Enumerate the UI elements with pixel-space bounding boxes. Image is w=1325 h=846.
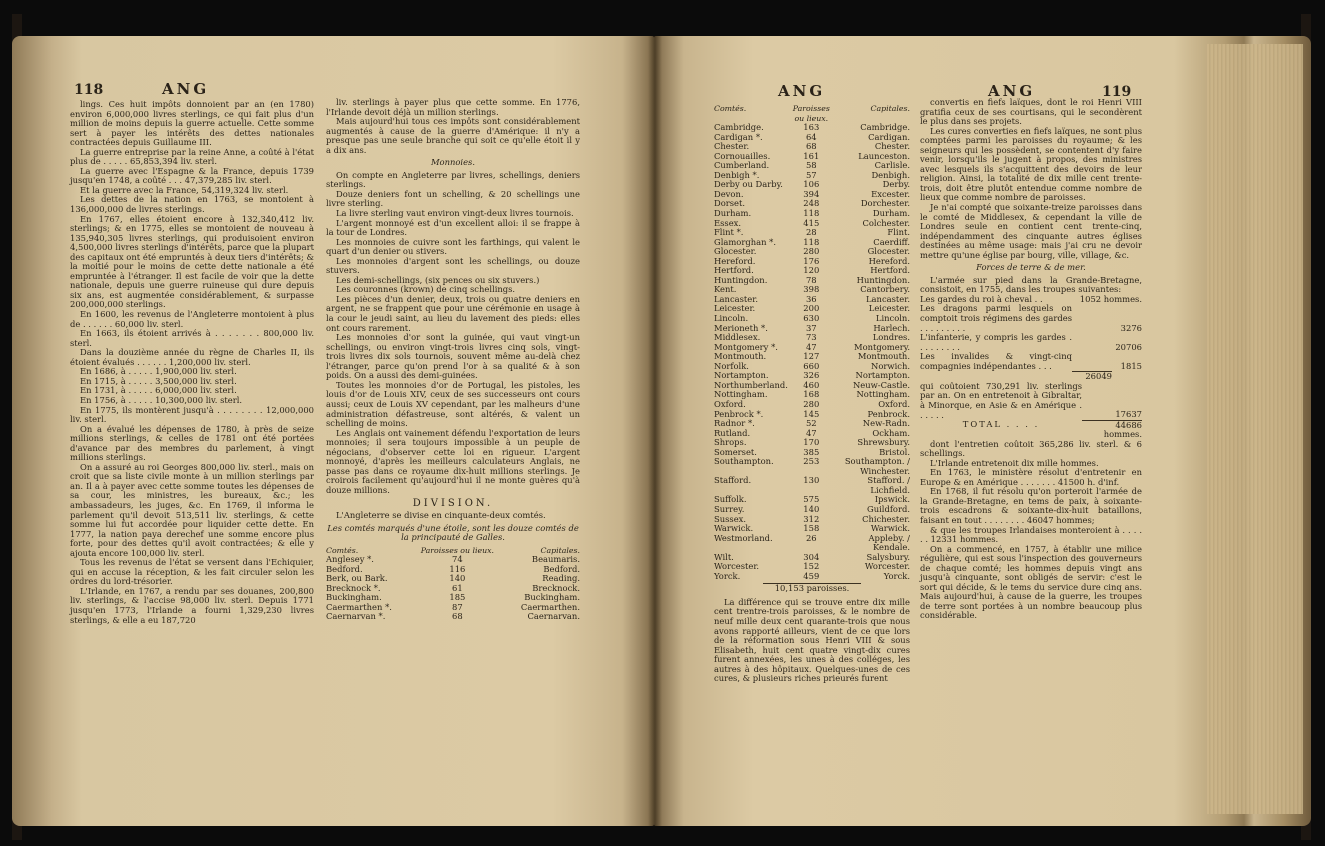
table-cell: Warwick. <box>714 523 754 534</box>
table-cell: Montgomery. <box>854 341 910 352</box>
table-cell: Wilt. <box>714 551 734 562</box>
table-cell: Glocester. <box>867 246 910 257</box>
table-cell: Penbrock *. <box>714 408 764 419</box>
table-cell: 176 <box>803 255 820 266</box>
table-cell: 575 <box>803 494 820 505</box>
paragraph: Les monnoies d'or sont la guinée, qui vaut vingt-un schellings, ou environ vingt-trois livres cinq sols, vingt-trois livres dix sols tournois, souvent même au-delà chez l'étranger, parce qu'on prend l'or à sa qualité & à son poids. On a aussi des demi-guinées. <box>326 332 580 381</box>
table-cell: Buckingham. <box>326 592 382 603</box>
running-head-left: ANG <box>162 80 210 98</box>
table-cell: Montmouth. <box>857 351 910 362</box>
table-cell: 47 <box>805 341 817 352</box>
paragraph: & que les troupes Irlandaises monteroient à . . . . . . 12331 hommes. <box>920 524 1142 545</box>
table-cell: Neuw-Castle. <box>852 379 910 390</box>
table-cell: Surrey. <box>714 503 745 514</box>
table-cell: 37 <box>805 322 817 333</box>
table-cell: 280 <box>803 398 820 409</box>
table-cell: 304 <box>803 551 820 562</box>
table-cell: 64 <box>805 131 817 142</box>
table-cell: Colchester. <box>862 217 910 228</box>
paragraph: On a assuré au roi Georges 800,000 liv. sterl., mais on croit que sa liste civile monte à un million sterlings par an. Il a à payer avec cette somme toutes les dépenses de sa cour, les ministres, les bureaux, &c.; les ambassadeurs, les juges, &c. En 1769, il informa le parlement qu'il devoit 513,511 liv. sterlings, & cette somme lui fut accordée pour liquider cette dette. En 1777, la nation paya derechef une somme encore plus forte, pour des dettes qu'il avoit contractées; & elle y ajouta encore 100,000 liv. sterl. <box>70 461 314 558</box>
table-cell: Bristol. <box>879 446 910 457</box>
forces-row <box>920 333 1142 352</box>
paragraph: L'Irlande, en 1767, a rendu par ses douanes, 200,800 liv. sterlings, & l'accise 98,000 liv. sterl. Depuis 1771 jusqu'en 1773, l'Irlande a fourni 1,329,230 livres sterlings, & elle a eu 187,720 <box>70 585 314 625</box>
table-cell: 28 <box>805 227 817 238</box>
table-cell: Hertford. <box>714 265 754 276</box>
paragraph: L'Irlande entretenoit dix mille hommes. <box>930 457 1099 468</box>
table-cell: Essex. <box>714 217 742 228</box>
paragraph: Les pièces d'un denier, deux, trois ou quatre deniers en argent, ne se frappent que pour une cérémonie en usage à la cour le jeudi saint, au lieu du lavement des pieds: elles ont cours rarement. <box>326 293 580 333</box>
running-head-right-2: ANG <box>988 82 1036 100</box>
table-cell: 170 <box>803 437 820 448</box>
table-cell: Oxford. <box>714 398 746 409</box>
table-cell: Anglesey *. <box>326 554 374 565</box>
table-cell: 394 <box>803 188 820 199</box>
total-value: 44686 hommes. <box>1082 420 1142 440</box>
division-heading: DIVISION. <box>412 498 494 510</box>
forces-value: 1815 <box>1120 360 1142 371</box>
table-cell: Leicester. <box>868 303 910 314</box>
table-cell: Caermarthen *. <box>326 601 392 612</box>
left-column-1 <box>70 100 314 820</box>
paragraph: Les cures converties en fiefs laïques, ne sont plus comptées parmi les paroisses du royaume; & les seigneurs qui les possèdent, se contentent d'y faire venir, lorsqu'ils le jugent à propos, des ministres avec lesquels ils s'acquittent des devoirs de leur religion. Ainsi, la totalité de dix mille cent trente-trois, doit être plutôt entendue comme nombre de lieux que comme nombre de paroisses. <box>920 125 1142 203</box>
left-page <box>12 36 654 826</box>
table-cell: 68 <box>805 141 817 152</box>
table-cell: Suffolk. <box>714 494 747 505</box>
table-cell: 87 <box>452 601 463 612</box>
table-cell: Harlech. <box>873 322 910 333</box>
paragraph: Les demi-schellings, (six pences ou six stuvers.) <box>336 274 540 285</box>
table-cell: Caerdiff. <box>873 236 910 247</box>
paragraph: dont l'entretien coûtoit 365,286 liv. sterl. & 6 schellings. <box>920 438 1142 459</box>
table-cell: 78 <box>805 274 817 285</box>
table-cell: 73 <box>805 332 817 343</box>
table-cell: Merioneth *. <box>714 322 768 333</box>
table-cell: Norwich. <box>871 360 910 371</box>
table-cell: 118 <box>803 208 820 219</box>
forces-after: qui coûtoient 730,291 liv. sterlings par an. On en entretenoit à Gibraltar, à Minorque, en Asie & en Amérique . . . . . . <box>920 380 1082 420</box>
table-cell: 61 <box>452 582 463 593</box>
table-cell: Caernarvan *. <box>326 611 386 622</box>
table-cell: 130 <box>803 475 820 486</box>
table-cell: 168 <box>803 389 820 400</box>
table-cell: Somerset. <box>714 446 757 457</box>
table-cell: Radnor *. <box>714 418 755 429</box>
forces-label: Les invalides & vingt-cinq compagnies indépendantes . . . <box>920 351 1072 371</box>
paragraph: En 1600, les revenus de l'Angleterre montoient à plus de . . . . . . 60,000 liv. sterl. <box>70 309 314 329</box>
table-cell: Salysbury. <box>866 551 910 562</box>
paragraph: La livre sterling vaut environ vingt-deux livres tournois. <box>336 208 574 219</box>
paragraph: On compte en Angleterre par livres, schellings, deniers sterlings. <box>326 169 580 190</box>
table-cell: Shrops. <box>714 437 747 448</box>
table-cell: Denbigh. <box>871 169 910 180</box>
table-cell: Cantorbery. <box>860 284 910 295</box>
table-row <box>326 612 580 622</box>
table-cell: Durham. <box>872 208 910 219</box>
paragraph: convertis en fiefs laïques, dont le roi Henri VIII gratifia ceux de ses courtisans, qui le secondèrent le plus dans ses projets. <box>920 97 1142 127</box>
table-cell: Bedford. <box>543 563 580 574</box>
table-cell: Nottingham. <box>714 389 768 400</box>
table-cell: 326 <box>803 370 820 381</box>
forces-label: Les gardes du roi à cheval . . <box>920 293 1043 304</box>
table-cell: Worcester. <box>714 561 760 572</box>
paragraph: En 1731, à . . . . . 6,000,000 liv. sterl. <box>80 385 237 396</box>
table-cell: 145 <box>803 408 820 419</box>
table-cell: Hereford. <box>714 255 756 266</box>
table-cell: Buckingham. <box>524 592 580 603</box>
paragraph: Douze deniers font un schelling, & 20 schellings une livre sterling. <box>326 188 580 209</box>
table-cell: Glamorghan *. <box>714 236 777 247</box>
table-cell: 398 <box>803 284 820 295</box>
table-cell: Stafford. <box>714 475 752 486</box>
table-cell: 460 <box>803 379 820 390</box>
right-column-1 <box>714 104 910 820</box>
paragraph: Les monnoies de cuivre sont les farthings, qui valent le quart d'un denier ou stivers. <box>326 236 580 257</box>
paragraph: Tous les revenus de l'état se versent dans l'Echiquier, qui en accuse la réception, & les fait circuler selon les ordres du lord-trésorier. <box>70 557 314 587</box>
table-cell: 106 <box>803 179 820 190</box>
paragraph: En 1763, le ministère résolut d'entretenir en Europe & en Amérique . . . . . . . 41500 h. d'inf. <box>920 467 1142 487</box>
paragraph: La guerre avec l'Espagne & la France, depuis 1739 jusqu'en 1748, a coûté . . . 47,379,285 liv. sterl. <box>70 165 314 186</box>
division-note: Les comtés marqués d'une étoile, sont les douze comtés de la principauté de Galles. <box>327 522 579 543</box>
paragraph: Les couronnes (krown) de cinq schellings. <box>336 284 516 295</box>
table-cell: Hertford. <box>870 265 910 276</box>
table-cell: Devon. <box>714 188 744 199</box>
left-column-2 <box>326 98 580 820</box>
table-cell: Penbrock. <box>867 408 910 419</box>
table-cell: Lincoln. <box>714 313 749 324</box>
table-cell: Middlesex. <box>714 332 761 343</box>
paragraph: lings. Ces huit impôts donnoient par an (en 1780) environ 6,000,000 livres sterlings, ce qui fait plus d'un million de moins depuis la guerre actuelle. Cette somme sert à payer les intérêts des dettes nationales contractées depuis Guillaume III. <box>70 99 314 148</box>
table-cell: Hereford. <box>868 255 910 266</box>
paragraph: En 1767, elles étoient encore à 132,340,412 liv. sterlings; & en 1775, elles se montoient de nouveau à 135,940,305 livres sterlings, qui produisoient environ 4,500,000 livres sterlings d'intérêts, parce que la plupart des capitaux ont été empruntés à deux tiers d'intérêts; & la moitié pour le moins de cette dette nationale a été empruntée à l'étranger. Il est facile de voir que la dette nationale, depuis une guerre ruineuse qui dure depuis six ans, est augmentée considérablement, & surpasse 200,000,000 sterlings. <box>70 213 314 310</box>
table-cell: 68 <box>452 611 463 622</box>
table-cell: 74 <box>452 554 463 565</box>
forces-value: 3276 <box>1120 322 1142 333</box>
paragraph: Et la guerre avec la France, 54,319,324 liv. sterl. <box>80 184 289 195</box>
paragraph: Je n'ai compté que soixante-treize paroisses dans le comté de Middlesex, & cependant la ville de Londres seule en contient cent trente-cinq, indépendamment des cinquante autres églises destinées au même usage: mais j'ai cru ne devoir mettre qu'une église par bourg, ville, village, &c. <box>920 202 1142 260</box>
table-cell: Denbigh *. <box>714 169 760 180</box>
table-cell: Cardigan *. <box>714 131 763 142</box>
paragraph: Mais aujourd'hui tous ces impôts sont considérablement augmentés à cause de la guerre d'Amérique: il n'y a presque pas une seule branche qui soit ce qu'elle étoit il y a dix ans. <box>326 116 580 155</box>
column-header: Paroisses ou lieux. <box>792 104 830 123</box>
table-cell: Caermarthen. <box>520 601 580 612</box>
table-cell: 140 <box>449 573 466 584</box>
table-cell: Southampton. / Winchester. <box>844 456 910 476</box>
forces-label: L'infanterie, y compris les gardes . . . . . . . . . <box>920 332 1072 352</box>
table-cell: Ockham. <box>872 427 910 438</box>
table-cell: 152 <box>803 561 820 572</box>
forces-intro: L'armée sur pied dans la Grande-Bretagne, consistoit, en 1755, dans les troupes suivantes: <box>920 274 1142 295</box>
table-cell: Brecknock *. <box>326 582 381 593</box>
forces-value: 1052 hommes. <box>1079 293 1142 304</box>
table-cell: 163 <box>803 122 820 133</box>
table-cell: Londres. <box>872 332 910 343</box>
table-cell: New-Radn. <box>862 418 910 429</box>
paragraph: En 1756, à . . . . . 10,300,000 liv. sterl. <box>80 394 243 405</box>
table-cell: Rutland. <box>714 427 751 438</box>
table-cell: Chester. <box>714 141 750 152</box>
forces-row <box>920 304 1142 333</box>
monnoies-heading: Monnoies. <box>430 157 476 168</box>
paragraph: On a évalué les dépenses de 1780, à près de seize millions sterlings, & celles de 1781 ont été portées d'avance par des membres du parlement, à vingt millions sterlings. <box>70 423 314 463</box>
paragraph: Toutes les monnoies d'or de Portugal, les pistoles, les louis d'or de Louis XIV, ceux de ses successeurs ont cours aussi; ceux de Louis XV cependant, par les malheurs d'une administration défastreuse, sont altérés, & valent un schelling de moins. <box>326 379 580 429</box>
table-cell: Worcester. <box>864 561 910 572</box>
table-cell: 253 <box>803 456 820 467</box>
table-cell: Caernarvan. <box>527 611 580 622</box>
paragraph: En 1715, à . . . . . 3,500,000 liv. sterl. <box>80 375 237 386</box>
table-cell: Huntingdon. <box>856 274 910 285</box>
counties-table-right <box>714 104 910 581</box>
table-cell: Leicester. <box>714 303 756 314</box>
table-cell: Lancaster. <box>714 293 758 304</box>
book-gutter <box>648 36 662 826</box>
table-cell: Appleby. / Kendale. <box>868 532 910 553</box>
table-cell: 52 <box>805 418 817 429</box>
total-label: TOTAL . . . . <box>962 419 1040 430</box>
paragraph: En 1663, ils étoient arrivés à . . . . . . . 800,000 liv. sterl. <box>70 328 314 348</box>
page-edges <box>1207 44 1303 814</box>
table-cell: Yorck. <box>883 570 910 581</box>
table-cell: Dorchester. <box>860 198 910 209</box>
counties-table-left <box>326 546 580 622</box>
table-cell: Lincoln. <box>875 313 910 324</box>
open-book <box>12 14 1311 840</box>
table-cell: Kent. <box>714 284 737 295</box>
table-row <box>714 476 910 495</box>
table-row <box>714 572 910 582</box>
column-header: Capitales. <box>540 545 580 555</box>
table-cell: Derby. <box>882 179 910 190</box>
table-cell: Brecknock. <box>532 582 580 593</box>
paragraph: On a commencé, en 1757, à établir une milice régulière, qui est sous l'inspection des gouverneurs de chaque comté; les hommes depuis vingt ans jusqu'à cinquante, sont obligés de servir: c'est le sort qui décide, & le tems du service dure cinq ans. Mais aujourd'hui, à cause de la guerre, les troupes de terre sont portées à un nombre beaucoup plus considérable. <box>920 543 1142 621</box>
table-cell: Montmouth. <box>714 351 767 362</box>
table-cell: Dorset. <box>714 198 746 209</box>
table-cell: 118 <box>803 236 820 247</box>
paragraph: Dans la douzième année du règne de Charles II, ils étoient évalués . . . . . . 1,200,000 liv. sterl. <box>70 347 314 367</box>
table-total: 10,153 paroisses. <box>763 583 861 594</box>
paragraph: En 1768, il fut résolu qu'on porteroit l'armée de la Grande-Bretagne, en tems de paix, à soixante-trois escadrons & soixante-dix-huit bataillons, faisant en tout . . . . . . . . 46047 hommes; <box>920 486 1142 526</box>
forces-value: 20706 <box>1115 341 1142 352</box>
right-column-2 <box>920 98 1142 820</box>
table-cell: 185 <box>449 592 466 603</box>
table-cell: 385 <box>803 446 820 457</box>
table-row <box>714 457 910 476</box>
paragraph: L'argent monnoyé est d'un excellent alloi: il se frappe à la tour de Londres. <box>326 217 580 238</box>
table-cell: Bedford. <box>326 563 363 574</box>
table-cell: Southampton. <box>714 456 774 467</box>
table-cell: Ipswick. <box>874 494 910 505</box>
table-cell: Yorck. <box>714 570 741 581</box>
paragraph: En 1775, ils montèrent jusqu'à . . . . . . . . 12,000,000 liv. sterl. <box>70 404 314 425</box>
table-cell: Durham. <box>714 208 752 219</box>
table-cell: Flint. <box>887 227 910 238</box>
table-cell: Derby ou Darby. <box>714 179 783 190</box>
table-cell: Nortampton. <box>714 370 769 381</box>
table-cell: 127 <box>803 351 820 362</box>
table-cell: 248 <box>803 198 820 209</box>
column-header: Paroisses ou lieux. <box>420 545 494 555</box>
table-cell: 280 <box>803 246 820 257</box>
table-cell: Lancaster. <box>866 293 910 304</box>
column-header: Comtés. <box>714 104 747 113</box>
table-cell: Beaumaris. <box>531 554 580 565</box>
table-cell: Excester. <box>871 188 910 199</box>
table-cell: Montgomery *. <box>714 341 778 352</box>
table-cell: Berk, ou Bark. <box>326 573 388 584</box>
table-cell: 58 <box>805 160 817 171</box>
page-number-right: 119 <box>1102 84 1132 100</box>
table-cell: Sussex. <box>714 513 747 524</box>
table-cell: Chester. <box>874 141 910 152</box>
table-cell: 415 <box>803 217 820 228</box>
table-cell: 161 <box>803 150 820 161</box>
column-header: Capitales. <box>870 104 910 113</box>
table-cell: Cardigan. <box>868 131 910 142</box>
table-cell: Huntingdon. <box>714 274 768 285</box>
table-cell: 26 <box>805 532 817 543</box>
table-cell: 57 <box>805 169 817 180</box>
table-cell: Stafford. / Lichfield. <box>867 475 910 495</box>
table-cell: Warwick. <box>870 523 910 534</box>
running-head-right-1: ANG <box>778 82 826 100</box>
division-text: L'Angleterre se divise en cinquante-deux comtés. <box>336 509 546 520</box>
paragraph: liv. sterlings à payer plus que cette somme. En 1776, l'Irlande devoit déjà un million sterlings. <box>326 97 580 117</box>
table-cell: Carlisle. <box>874 160 910 171</box>
forces-after-value: 17637 <box>1115 409 1142 419</box>
table-cell: 47 <box>805 427 817 438</box>
table-cell: Cumberland. <box>714 160 770 171</box>
table-cell: Guildford. <box>867 503 910 514</box>
table-row <box>714 534 910 553</box>
forces-heading: Forces de terre & de mer. <box>976 262 1086 273</box>
table-cell: Oxford. <box>878 398 910 409</box>
paroisses-note: La différence qui se trouve entre dix mille cent trentre-trois paroisses, & le nombre de neuf mille deux cent quarante-trois que nous avons rapporté ailleurs, vient de ce que lors de la réformation sous Henri VIII & sous Elisabeth, huit cent quatre vingt-dix cures furent annexées, les unes à des colléges, les autres à des hôpitaux. Quelques-unes de ces cures, & plusieurs riches prieurés furent <box>714 596 910 684</box>
table-cell: Cornouailles. <box>714 150 771 161</box>
page-number-left: 118 <box>74 82 104 98</box>
paragraph: Les dettes de la nation en 1763, se montoient à 136,000,000 de livres sterlings. <box>70 194 314 215</box>
table-cell: Shrewsbury. <box>857 437 910 448</box>
table-cell: Cambridge. <box>714 122 764 133</box>
table-cell: 459 <box>803 570 820 581</box>
table-cell: Nortampton. <box>855 370 910 381</box>
table-cell: Nottingham. <box>856 389 910 400</box>
table-cell: Reading. <box>542 573 580 584</box>
column-header: Comtés. <box>326 545 359 555</box>
table-cell: Chichester. <box>862 513 910 524</box>
table-cell: Glocester. <box>714 246 757 257</box>
table-cell: 116 <box>449 563 466 574</box>
table-cell: 200 <box>803 303 820 314</box>
table-cell: 36 <box>805 293 817 304</box>
table-cell: Cambridge. <box>860 122 910 133</box>
forces-sum: 26049 <box>1072 371 1112 382</box>
forces-after-table <box>920 382 1142 440</box>
table-cell: Launceston. <box>858 150 910 161</box>
table-cell: 158 <box>803 523 820 534</box>
table-cell: 120 <box>803 265 820 276</box>
table-cell: Norfolk. <box>714 360 749 371</box>
paragraph: Les monnoies d'argent sont les schellings, ou douze stuvers. <box>326 255 580 276</box>
table-cell: 312 <box>803 513 820 524</box>
paragraph: La guerre entreprise par la reine Anne, a coûté à l'état plus de . . . . . 65,853,394 liv. sterl. <box>70 146 314 167</box>
table-cell: Westmorland. <box>714 532 773 543</box>
table-cell: Northumberland. <box>714 379 788 390</box>
table-cell: 660 <box>803 360 820 371</box>
table-cell: 140 <box>803 503 820 514</box>
forces-label: Les dragons parmi lesquels on comptoit trois régimens des gardes . . . . . . . . . <box>920 303 1072 333</box>
forces-table <box>920 295 1142 371</box>
paragraph: En 1686, à . . . . . 1,900,000 liv. sterl. <box>80 366 237 377</box>
table-cell: 630 <box>803 313 820 324</box>
forces-row <box>920 352 1142 371</box>
paragraph: Les Anglais ont vainement défendu l'exportation de leurs monnoies; il sera toujours impossible à un peuple de négocians, d'observer cette loi en rigueur. L'argent monnoyé, d'après les meilleurs calculateurs Anglais, ne passe pas dans ce royaume dix-huit millions sterlings. Je croirois facilement qu'aujourd'hui il ne monte guères qu'à douze millions. <box>326 427 580 495</box>
table-cell: Flint *. <box>714 227 744 238</box>
